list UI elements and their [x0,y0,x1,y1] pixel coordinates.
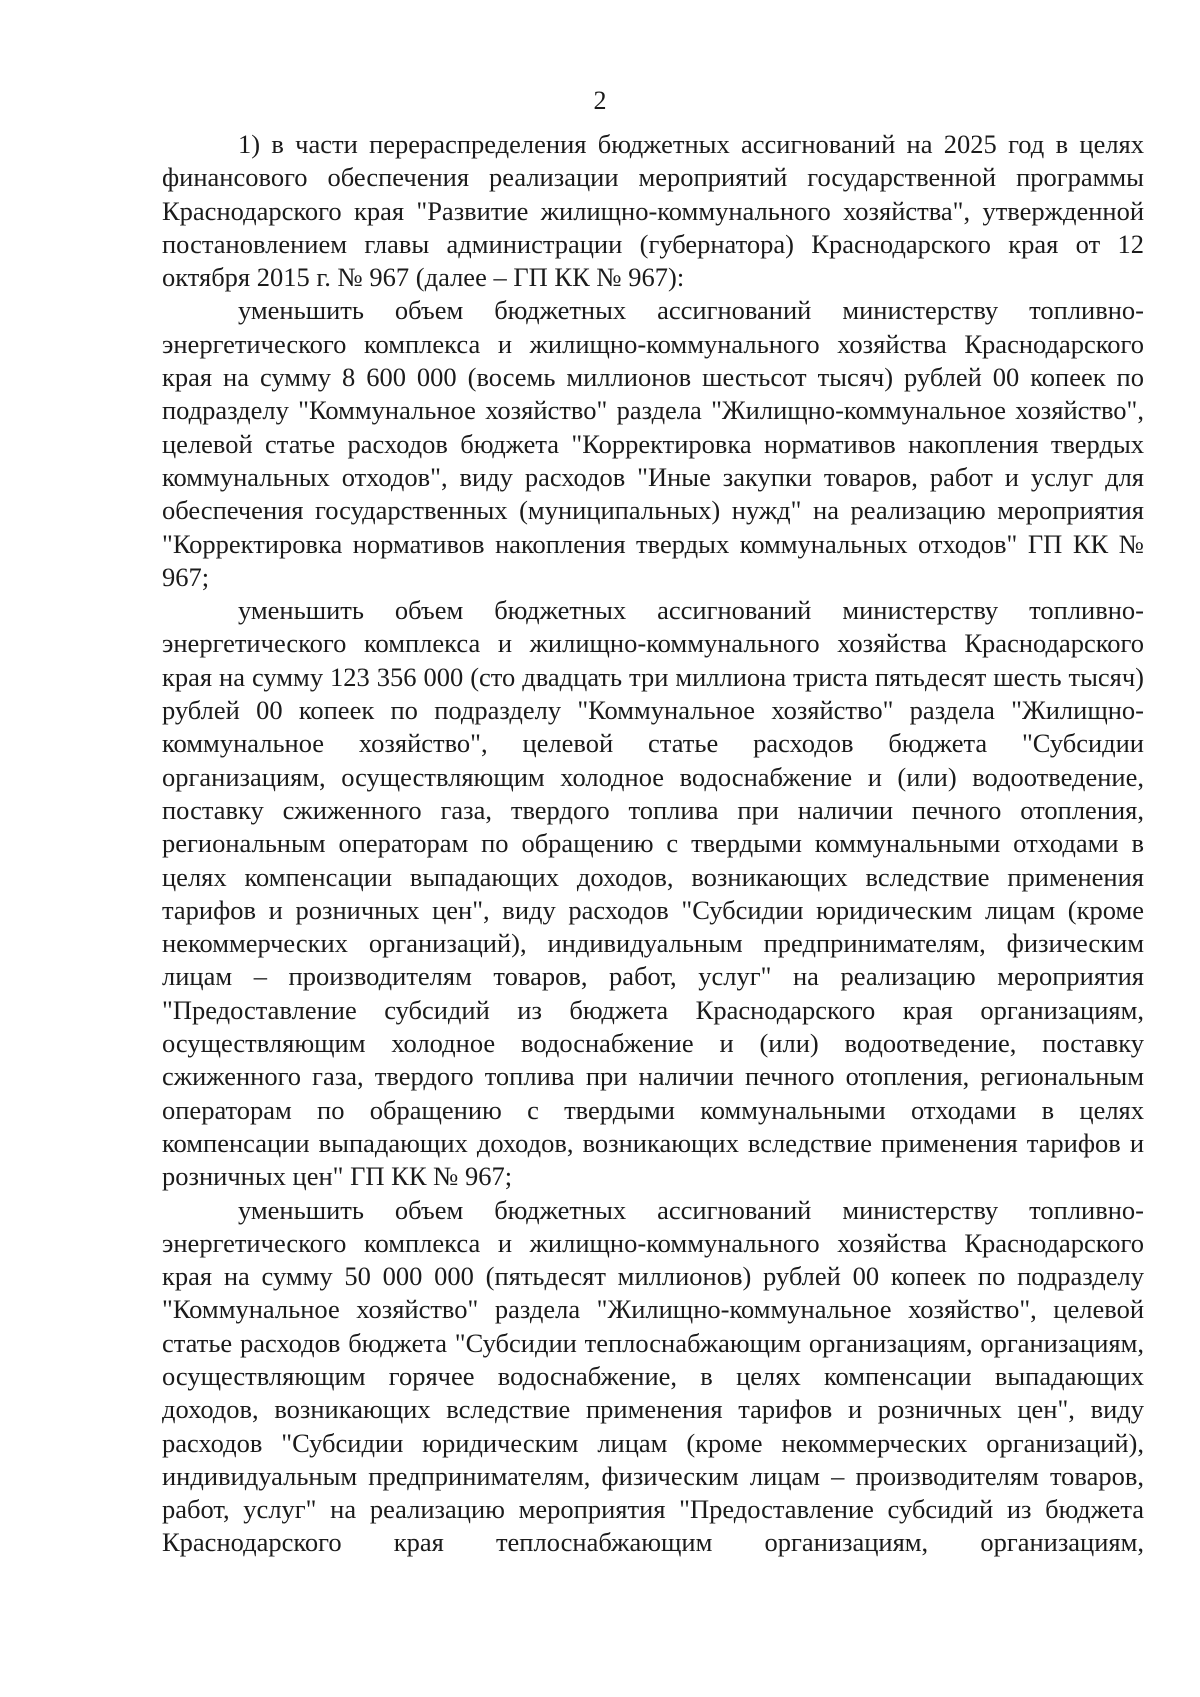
paragraph-reduce-50000000: уменьшить объем бюджетных ассигнований министерству топливно-энергетического комплекса и жилищно-коммунального хозяйства Краснодарского края на сумму 50 000 000 (пятьдесят миллионов) рублей 00 копеек по подразделу "Коммунальное хозяйство" раздела "Жилищно-коммунальное хозяйство", целевой статье расходов бюджета "Субсидии теплоснабжающим организациям, организациям, осуществляющим горячее водоснабжение, в целях компенсации выпадающих доходов, возникающих вследствие применения тарифов и розничных цен", виду расходов "Субсидии юридическим лицам (кроме некоммерческих организаций), индивидуальным предпринимателям, физическим лицам – производителям товаров, работ, услуг" на реализацию мероприятия "Предоставление субсидий из бюджета Краснодарского края теплоснабжающим организациям, организациям, [162,1194,1144,1558]
paragraph-reduce-8600000: уменьшить объем бюджетных ассигнований министерству топливно-энергетического комплекса и жилищно-коммунального хозяйства Краснодарского края на сумму 8 600 000 (восемь миллионов шестьсот тысяч) рублей 00 копеек по подразделу "Коммунальное хозяйство" раздела "Жилищно-коммунальное хозяйство", целевой статье расходов бюджета "Корректировка нормативов накопления твердых коммунальных отходов", виду расходов "Иные закупки товаров, работ и услуг для обеспечения государственных (муниципальных) нужд" на реализацию мероприятия "Корректировка нормативов накопления твердых коммунальных отходов" ГП КК № 967; [162,295,1144,592]
paragraph-budget-reallocation-intro: 1) в части перераспределения бюджетных ассигнований на 2025 год в целях финансового обеспечения реализации мероприятий государственной программы Краснодарского края "Развитие жилищно-коммунального хозяйства", утвержденной постановлением главы администрации (губернатора) Краснодарского края от 12 октября 2015 г. № 967 (далее – ГП КК № 967): [162,129,1144,293]
page-number: 2 [593,86,607,115]
document-body [162,128,1144,1560]
paragraph-reduce-123356000: уменьшить объем бюджетных ассигнований министерству топливно-энергетического комплекса и жилищно-коммунального хозяйства Краснодарского края на сумму 123 356 000 (сто двадцать три миллиона триста пятьдесят шесть тысяч) рублей 00 копеек по подразделу "Коммунальное хозяйство" раздела "Жилищно-коммунальное хозяйство", целевой статье расходов бюджета "Субсидии организациям, осуществляющим холодное водоснабжение и (или) водоотведение, поставку сжиженного газа, твердого топлива при наличии печного отопления, региональным операторам по обращению с твердыми коммунальными отходами в целях компенсации выпадающих доходов, возникающих вследствие применения тарифов и розничных цен", виду расходов "Субсидии юридическим лицам (кроме некоммерческих организаций), индивидуальным предпринимателям, физическим лицам – производителям товаров, работ, услуг" на реализацию мероприятия "Предоставление субсидий из бюджета Краснодарского края организациям, осуществляющим холодное водоснабжение и (или) водоотведение, поставку сжиженного газа, твердого топлива при наличии печного отопления, региональным операторам по обращению с твердыми коммунальными отходами в целях компенсации выпадающих доходов, возникающих вследствие применения тарифов и розничных цен" ГП КК № 967; [162,595,1144,1192]
